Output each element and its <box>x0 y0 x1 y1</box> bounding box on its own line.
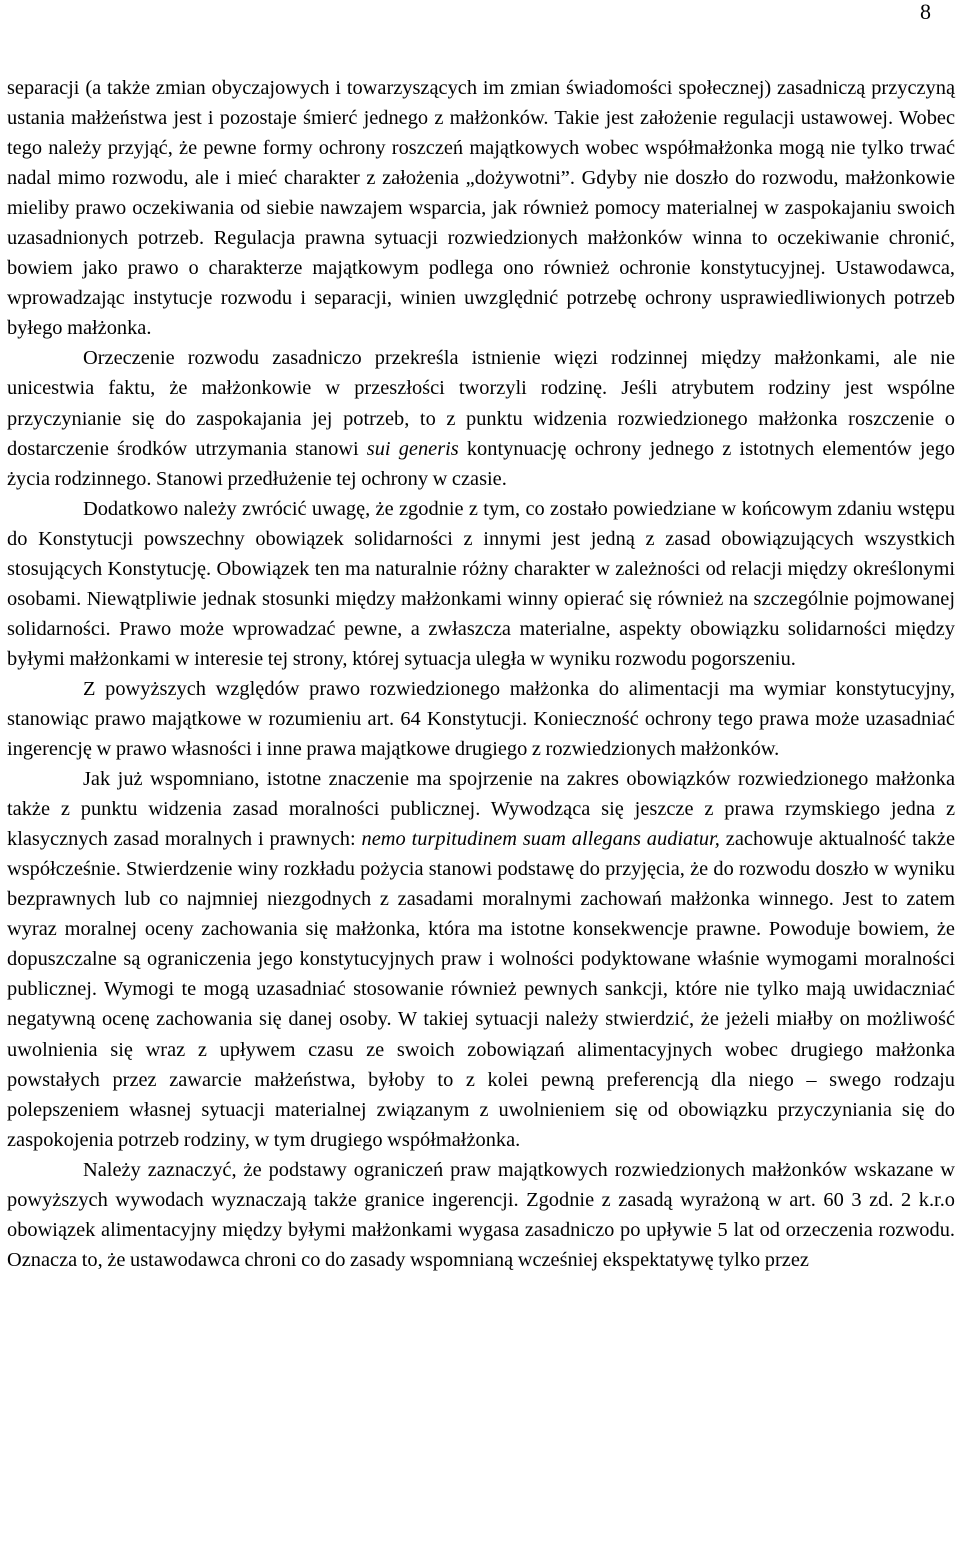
paragraph <box>7 343 955 493</box>
latin-phrase: sui generis <box>366 437 459 460</box>
page-number: 8 <box>920 0 931 24</box>
paragraph-text: Dodatkowo należy zwrócić uwagę, że zgodnie z tym, co zostało powiedziane w końcowym zdaniu wstępu do Konstytucji powszechny obowiązek solidarności z innymi jest jedną z zasad obowiązujących wszystkich stosujących Konstytucję. Obowiązek ten ma naturalnie różny charakter w zależności od relacji między określonymi osobami. Niewątpliwie jednak stosunki między małżonkami winny opierać się również na szczególnie pojmowanej solidarności. Prawo może wprowadzać pewne, a zwłaszcza materialne, aspekty obowiązku solidarności między byłymi małżonkami w interesie tej strony, której sytuacja uległa w wyniku rozwodu pogorszeniu. <box>7 497 955 670</box>
paragraph-text: Należy zaznaczyć, że podstawy ograniczeń praw majątkowych rozwiedzionych małżonków wskazane w powyższych wywodach wyznaczają także granice ingerencji. Zgodnie z zasadą wyrażoną w art. 60 3 zd. 2 k.r.o obowiązek alimentacyjny między byłymi małżonkami wygasa zasadniczo po upływie 5 lat od orzeczenia rozwodu. Oznacza to, że ustawodawca chroni co do zasady wspomnianą wcześniej ekspektatywę tylko przez <box>7 1158 955 1271</box>
paragraph <box>7 764 955 1155</box>
paragraph-text: Jak już wspomniano, istotne znaczenie ma spojrzenie na zakres obowiązków rozwiedzionego małżonka także z punktu widzenia zasad moralności publicznej. Wywodząca się jeszcze z prawa rzymskiego jedna z klasycznych zasad moralnych i prawnych: <box>7 768 955 851</box>
paragraph-text: Orzeczenie rozwodu zasadniczo przekreśla istnienie więzi rodzinnej między małżonkami, ale nie unicestwia faktu, że małżonkowie w przeszłości tworzyli rodzinę. Jeśli atrybutem rodziny jest wspólne przyczynianie się do zaspokajania jej potrzeb, to z punktu widzenia rozwiedzionego małżonka roszczenie o dostarczenie środków utrzymania stanowi <box>7 347 955 460</box>
paragraph-text: zachowuje aktualność także współcześnie. Stwierdzenie winy rozkładu pożycia stanowi podstawę do przyjęcia, że do rozwodu doszło w wyniku bezprawnych lub co najmniej niezgodnych z zasadami moralnymi zachowań małżonka winnego. Jest to zatem wyraz moralnej oceny zachowania się małżonka, która ma istotne konsekwencje prawne. Powoduje bowiem, że dopuszczalne są ograniczenia jego konstytucyjnych praw i wolności podyktowane właśnie wymogami moralności publicznej. Wymogi te mogą uzasadniać stosowanie również pewnych sankcji, które nie tylko mają uwidaczniać negatywną ocenę zachowania się danej osoby. W takiej sytuacji należy stwierdzić, że jeżeli miałby on możliwość uwolnienia się wraz z upływem czasu ze swoich zobowiązań alimentacyjnych wobec drugiego małżonka powstałych przez zawarcie małżeństwa, byłoby to z kolei pewną preferencją dla niego – swego rodzaju polepszeniem własnej sytuacji materialnej związanym z uwolnieniem się od obowiązku przyczyniania się do zaspokojenia potrzeb rodziny, w tym drugiego współmałżonka. <box>7 828 955 1151</box>
paragraph-text: Z powyższych względów prawo rozwiedzionego małżonka do alimentacji ma wymiar konstytucyjny, stanowiąc prawo majątkowe w rozumieniu art. 64 Konstytucji. Konieczność ochrony tego prawa może uzasadniać ingerencję w prawo własności i inne prawa majątkowe drugiego z rozwiedzionych małżonków. <box>7 677 955 761</box>
paragraph <box>7 674 955 764</box>
paragraph <box>7 1155 955 1275</box>
latin-maxim: nemo turpitudinem suam allegans audiatur, <box>361 828 720 851</box>
body-text <box>7 73 955 1275</box>
paragraph-text: kontynuację ochrony jednego z istotnych elementów jego życia rodzinnego. Stanowi przedłużenie tej ochrony w czasie. <box>7 437 956 490</box>
paragraph <box>7 494 955 674</box>
paragraph <box>7 73 955 343</box>
paragraph-text: separacji (a także zmian obyczajowych i towarzyszących im zmian świadomości społecznej) zasadniczą przyczyną ustania małżeństwa jest i pozostaje śmierć jednego z małżonków. Takie jest założenie regulacji ustawowej. Wobec tego należy przyjąć, że pewne formy ochrony roszczeń majątkowych wobec współmałżonka mogą nie tylko trwać nadal mimo rozwodu, ale i mieć charakter z założenia „dożywotni”. Gdyby nie doszło do rozwodu, małżonkowie mieliby prawo oczekiwania od siebie nawzajem wsparcia, jak również pomocy materialnej w zaspokajaniu swoich uzasadnionych potrzeb. Regulacja prawna sytuacji rozwiedzionych małżonków winna to oczekiwanie chronić, bowiem jako prawo o charakterze majątkowym podlega ono również ochronie konstytucyjnej. Ustawodawca, wprowadzając instytucje rozwodu i separacji, winien uwzględnić potrzebę ochrony usprawiedliwionych potrzeb byłego małżonka. <box>7 77 955 340</box>
